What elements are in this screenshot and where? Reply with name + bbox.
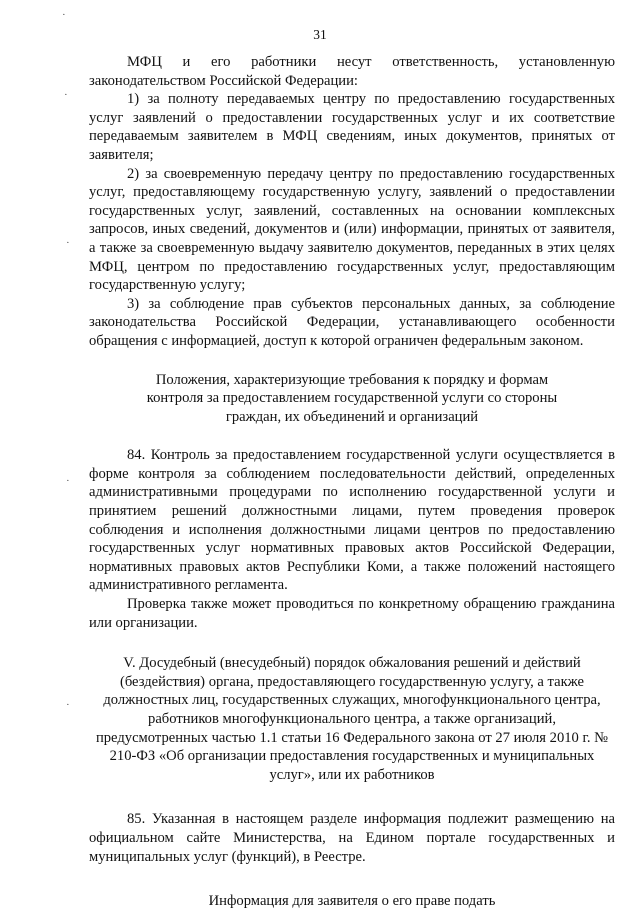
intro-paragraph: МФЦ и его работники несут ответственность, установленную законодательством Российской Федерации: — [89, 54, 615, 89]
paragraph-85: 85. Указанная в настоящем разделе информация подлежит размещению на официальном сайте Министерства, на Едином портале государственных и муниципальных услуг (функций), в Реестре. — [89, 811, 615, 865]
paragraph-check: Проверка также может проводиться по конкретному обращению гражданина или организации. — [89, 596, 615, 631]
list-item: 2) за своевременную передачу центру по предоставлению государственных услуг, предоставляющему государственную услугу, заявлений о предоставлении государственных услуг, заявлений, составленных на основании комплексных запросов, иных сведений, документов и (или) информации, принятых от заявителя, а также за своевременную выдачу заявителю документов, переданных в этих целях МФЦ, центром по предоставлению государственных услуг, предоставляющим государственную услугу; — [89, 165, 615, 294]
paragraph-84: 84. Контроль за предоставлением государственной услуги осуществляется в форме контроля за соблюдением последовательности действий, определенных административными процедурами по исполнению государственной услуги и принятием решений должностными лицами, путем проведения проверок соблюдения и исполнения должностными лицами центров по предоставлению государственных услуг нормативных правовых актов Российской Федерации, нормативных правовых актов Республики Коми, а также положений настоящего административного регламента. — [89, 447, 615, 594]
section-v-heading: V. Досудебный (внесудебный) порядок обжалования решений и действий (бездействия) органа, предоставляющего государственную услугу, а также должностных лиц, государственных служащих, многофункционального центра, работников многофункционального центра, а также организаций, предусмотренных частью 1.1 статьи 16 Федерального закона от 27 июля 2010 г. № 210-ФЗ «Об организации предоставления государственных и муниципальных услуг», или их работников — [95, 655, 609, 783]
list-item: 3) за соблюдение прав субъектов персональных данных, за соблюдение законодательства Российской Федерации, устанавливающего особенности обращения с информацией, доступ к которой ограничен федеральным законом. — [89, 295, 615, 349]
scan-mark: · — [66, 237, 70, 249]
scan-mark: · — [66, 699, 70, 711]
section-heading-info: Информация для заявителя о его праве подать — [208, 893, 496, 910]
scan-mark: · — [62, 9, 66, 21]
section-heading-control: Положения, характеризующие требования к порядку и формам контроля за предоставлением государственной услуги со стороны граждан, их объединений и организаций — [146, 371, 558, 425]
list-item: 1) за полноту передаваемых центру по предоставлению государственных услуг заявлений о предоставлении государственных услуг и их соответствие передаваемым заявителем в МФЦ сведениям, иных документов, принятых от заявителя; — [89, 91, 615, 163]
scan-mark: · — [66, 475, 70, 487]
scan-mark: · — [64, 89, 68, 101]
page-number: 31 — [313, 27, 327, 42]
document-body — [89, 53, 615, 911]
